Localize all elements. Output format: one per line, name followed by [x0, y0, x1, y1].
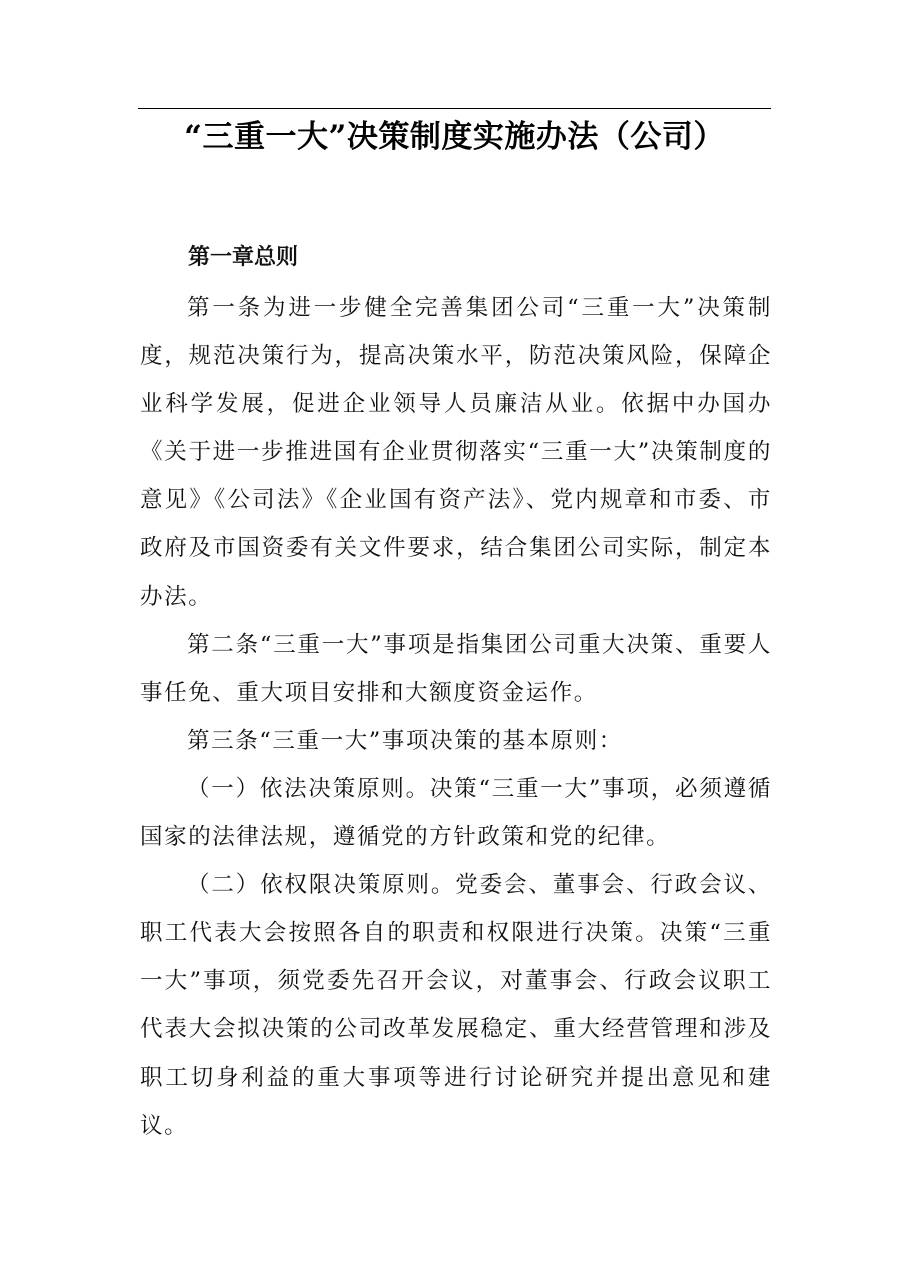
header-rule	[138, 108, 771, 109]
principle-2-paragraph: （二）依权限决策原则。党委会、董事会、行政会议、职工代表大会按照各自的职责和权限进行决策。决策“三重一大”事项，须党委先召开会议，对董事会、行政会议职工代表大会拟决策的公司改革发展稳定、重大经营管理和涉及职工切身利益的重大事项等进行讨论研究并提出意见和建议。	[140, 872, 772, 1139]
article-2-paragraph: 第二条“三重一大”事项是指集团公司重大决策、重要人事任免、重大项目安排和大额度资金运作。	[140, 631, 772, 706]
principle-1-paragraph: （一）依法决策原则。决策“三重一大”事项，必须遵循国家的法律法规，遵循党的方针政策和党的纪律。	[140, 775, 772, 851]
article-3-paragraph: 第三条“三重一大”事项决策的基本原则：	[187, 727, 623, 754]
chapter-heading: 第一章总则	[188, 245, 299, 270]
article-1-paragraph: 第一条为进一步健全完善集团公司“三重一大”决策制度，规范决策行为，提高决策水平，防范决策风险，保障企业科学发展，促进企业领导人员廉洁从业。依据中办国办《关于进一步推进国有企业贯彻落实“三重一大”决策制度的意见》《公司法》《企业国有资产法》、党内规章和市委、市政府及市国资委有关文件要求，结合集团公司实际，制定本办法。	[140, 295, 772, 610]
document-body	[140, 236, 772, 1150]
document-title: “三重一大”决策制度实施办法（公司）	[184, 119, 725, 155]
